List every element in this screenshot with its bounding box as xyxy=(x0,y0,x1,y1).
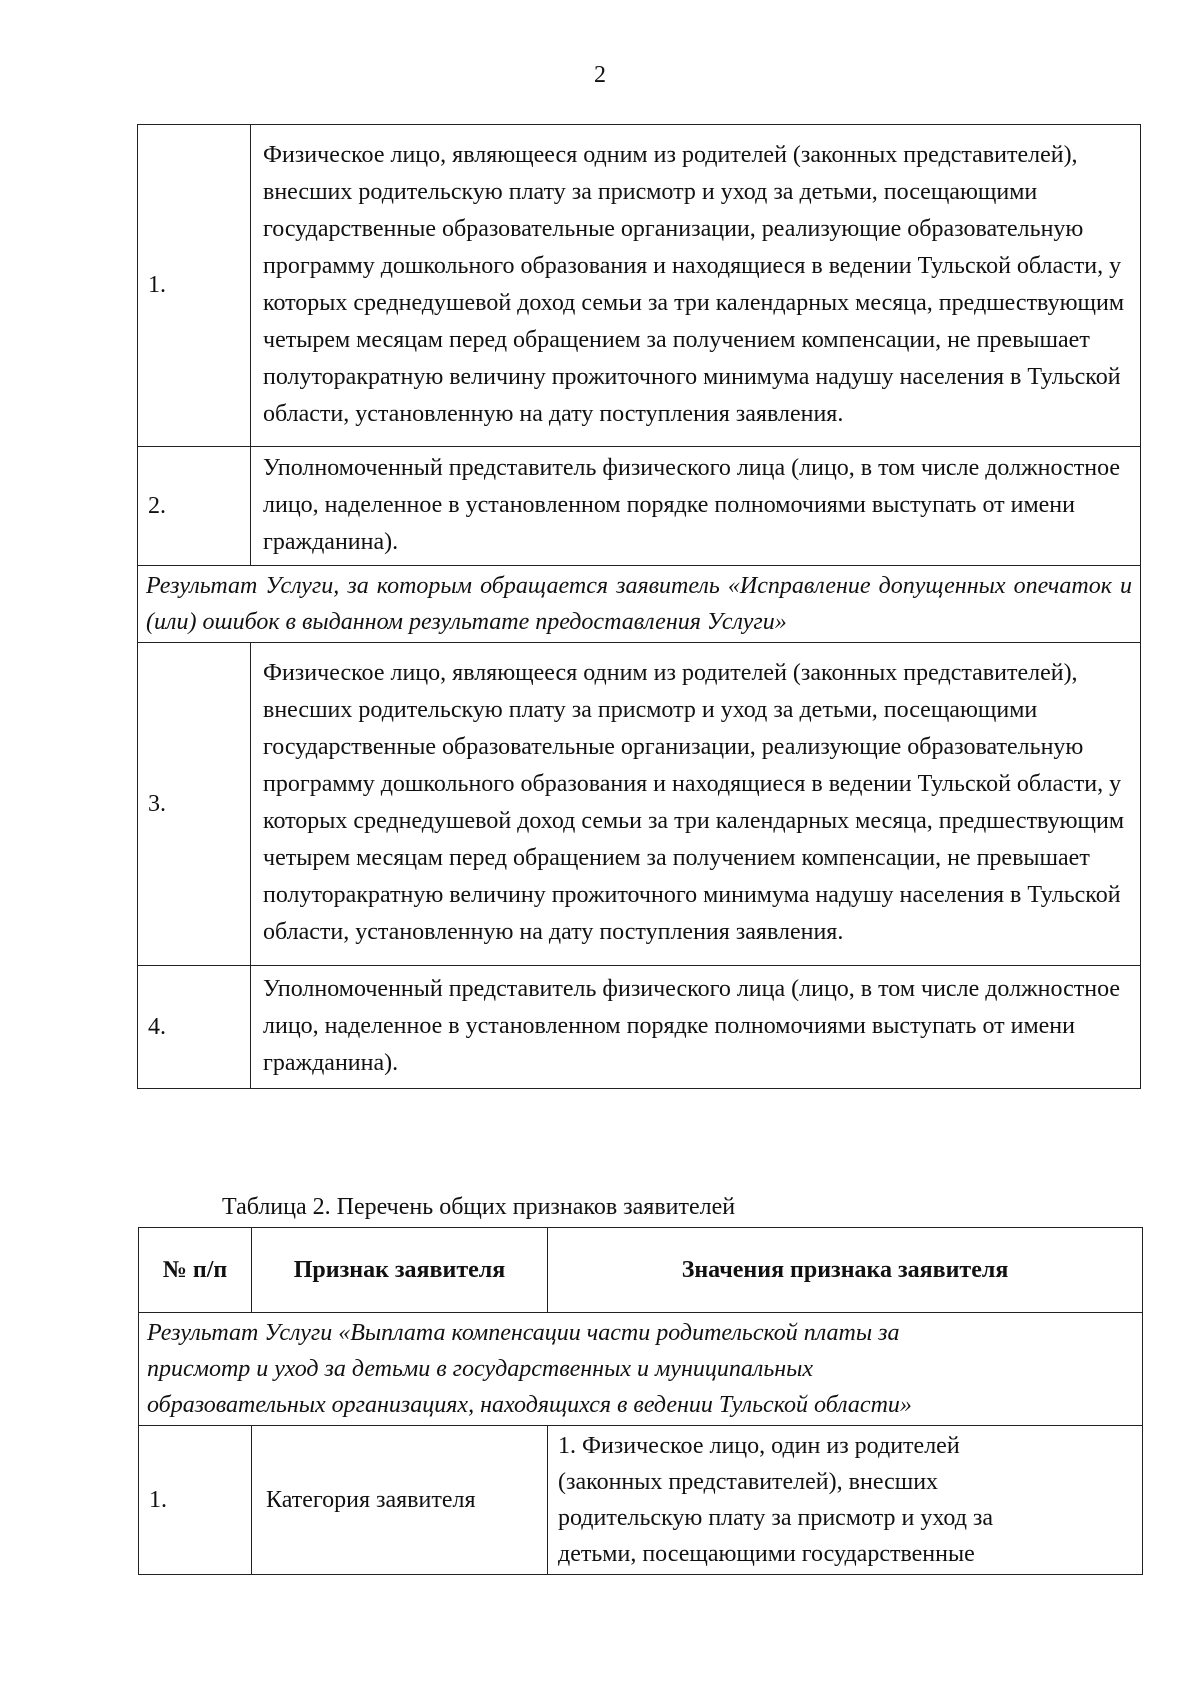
applicant-description: Физическое лицо, являющееся одним из родителей (законных представителей), внесших родительскую плату за присмотр и уход за детьми, посещающими государственные образовательные организации, реализующие образовательную программу дошкольного образования и находящиеся в ведении Тульской области, у которых среднедушевой доход семьи за три календарных месяца, предшествующим четырем месяцам перед обращением за получением компенсации, не превышает полуторакратную величину прожиточного минимума надушу населения в Тульской области, установленную на дату поступления заявления. xyxy=(251,643,1141,966)
column-header-values: Значения признака заявителя xyxy=(548,1228,1143,1313)
row-number: 4. xyxy=(138,966,251,1089)
applicant-attributes-table xyxy=(138,1227,1143,1575)
section-line: образовательных организациях, находящихся в ведении Тульской области» xyxy=(147,1392,912,1418)
attribute-value xyxy=(548,1426,1143,1575)
applicant-description: Уполномоченный представитель физического лица (лицо, в том числе должностное лицо, наделенное в установленном порядке полномочиями выступать от имени гражданина). xyxy=(251,447,1141,566)
section-row xyxy=(139,1313,1143,1426)
column-header-attribute: Признак заявителя xyxy=(252,1228,548,1313)
section-line: Результат Услуги «Выплата компенсации части родительской платы за xyxy=(147,1320,900,1346)
page-number: 2 xyxy=(594,62,606,88)
table-row xyxy=(138,125,1141,447)
table-row xyxy=(139,1426,1143,1575)
value-line: детьми, посещающими государственные xyxy=(558,1541,975,1567)
table-row xyxy=(138,447,1141,566)
column-header-number: № п/п xyxy=(139,1228,252,1313)
applicant-description: Уполномоченный представитель физического лица (лицо, в том числе должностное лицо, наделенное в установленном порядке полномочиями выступать от имени гражданина). xyxy=(251,966,1141,1089)
row-number: 3. xyxy=(138,643,251,966)
section-line: присмотр и уход за детьми в государственных и муниципальных xyxy=(147,1356,814,1382)
applicants-table xyxy=(137,124,1141,1089)
table-caption: Таблица 2. Перечень общих признаков заявителей xyxy=(222,1194,736,1220)
header-row xyxy=(139,1228,1143,1313)
row-number: 1. xyxy=(138,125,251,447)
table-row xyxy=(138,643,1141,966)
section-heading xyxy=(139,1313,1143,1426)
section-heading: Результат Услуги, за которым обращается заявитель «Исправление допущенных опечаток и (или) ошибок в выданном результате предоставления Услуги» xyxy=(138,566,1141,643)
row-number: 1. xyxy=(139,1426,252,1575)
row-number: 2. xyxy=(138,447,251,566)
attribute-name: Категория заявителя xyxy=(252,1426,548,1575)
applicant-description: Физическое лицо, являющееся одним из родителей (законных представителей), внесших родительскую плату за присмотр и уход за детьми, посещающими государственные образовательные организации, реализующие образовательную программу дошкольного образования и находящиеся в ведении Тульской области, у которых среднедушевой доход семьи за три календарных месяца, предшествующим четырем месяцам перед обращением за получением компенсации, не превышает полуторакратную величину прожиточного минимума надушу населения в Тульской области, установленную на дату поступления заявления. xyxy=(251,125,1141,447)
section-row xyxy=(138,566,1141,643)
value-line: (законных представителей), внесших xyxy=(558,1469,939,1495)
value-line: 1. Физическое лицо, один из родителей xyxy=(558,1433,960,1459)
value-line: родительскую плату за присмотр и уход за xyxy=(558,1505,994,1531)
table-row xyxy=(138,966,1141,1089)
